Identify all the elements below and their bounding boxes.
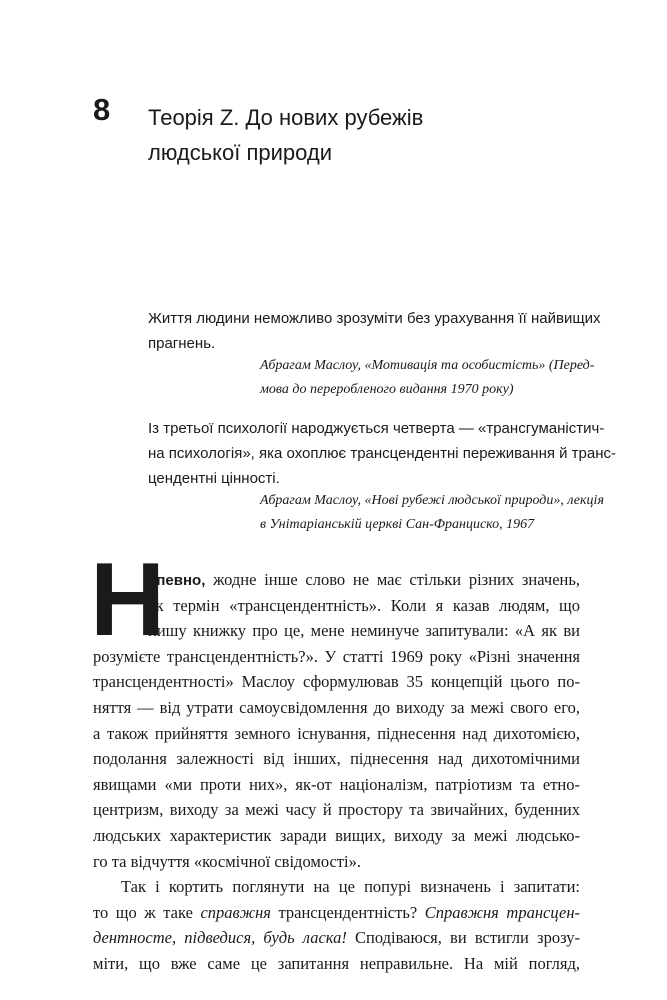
epigraph-line: Із третьої психології народжується четверта — «трансгуманістич- bbox=[148, 420, 605, 437]
drop-cap: Н bbox=[90, 542, 164, 658]
bold-lead-in: апевно, bbox=[148, 572, 206, 589]
text-segment: жодне інше слово не має стільки різних значень, bbox=[205, 570, 580, 589]
text-segment: трансцендентності» Маслоу сформулював 35 концепцій цього по- bbox=[93, 672, 580, 692]
italic-text: справжня bbox=[200, 902, 271, 922]
text-segment: міти, що вже саме це запитання неправильне. На мій погляд, bbox=[93, 954, 580, 973]
chapter-title-line: людської природи bbox=[148, 140, 333, 165]
body-line bbox=[93, 775, 580, 795]
text-segment: як термін «трансцендентність». Коли я казав людям, що bbox=[148, 595, 580, 615]
text-segment: трансцендентність? bbox=[270, 902, 425, 922]
epigraph-line: Життя людини неможливо зрозуміти без урахування її найвищих bbox=[148, 310, 601, 327]
text-segment: а також прийняття земного існування, піднесення над дихотомією, bbox=[93, 723, 580, 743]
body-line bbox=[93, 826, 580, 846]
text-segment: людських характеристик заради вищих, виходу за межі людсько- bbox=[93, 826, 580, 845]
body-line bbox=[93, 672, 580, 692]
text-segment: го та відчуття «космічної свідомості». bbox=[93, 851, 361, 871]
body-line bbox=[93, 954, 580, 974]
body-line bbox=[93, 852, 580, 872]
text-segment: няття — від утрати самоусвідомлення до виходу за межі свого его, bbox=[93, 698, 580, 717]
epigraph-line: цендентні цінності. bbox=[148, 470, 280, 487]
body-line bbox=[93, 724, 580, 744]
text-segment: явищами «ми проти них», як-от націоналізм, патріотизм та етно- bbox=[93, 774, 580, 794]
text-segment: розумієте трансцендентність?». У статті 1969 року «Різні значення bbox=[93, 646, 580, 666]
epigraph-citation: мова до переробленого видання 1970 року) bbox=[260, 382, 514, 397]
text-segment: Так і кортить поглянути на це попурі визначень і запитати: bbox=[121, 877, 580, 897]
body-line bbox=[93, 698, 580, 718]
body-line bbox=[93, 928, 580, 948]
text-segment: Сподіваюся, ви встигли зрозу- bbox=[346, 928, 580, 948]
italic-text: дентносте, підведися, будь ласка! bbox=[93, 928, 347, 948]
body-line bbox=[148, 596, 580, 616]
epigraph-citation: в Унітаріанській церкві Сан-Франциско, 1967 bbox=[260, 517, 535, 532]
text-segment: то що ж таке bbox=[93, 902, 201, 922]
body-line bbox=[148, 621, 580, 641]
text-segment: пишу книжку про це, мене неминуче запитували: «А як ви bbox=[148, 621, 580, 641]
italic-text: Справжня трансцен- bbox=[424, 902, 580, 922]
text-segment: подолання залежності від інших, піднесення над дихотомічними bbox=[93, 749, 580, 769]
chapter-title-line: Теорія Z. До нових рубежів bbox=[148, 105, 424, 130]
epigraph-line: на психологія», яка охоплює трансцендентні переживання й транс- bbox=[148, 445, 617, 462]
chapter-title bbox=[148, 100, 423, 170]
body-line bbox=[93, 903, 580, 923]
body-line bbox=[93, 647, 580, 667]
text-segment: центризм, виходу за межі часу й простору та звичайних, буденних bbox=[93, 800, 580, 820]
body-line bbox=[93, 800, 580, 820]
body-line bbox=[93, 749, 580, 769]
body-line bbox=[148, 570, 580, 590]
epigraph-citation: Абрагам Маслоу, «Нові рубежі людської природи», лекція bbox=[260, 493, 604, 508]
epigraph-line: прагнень. bbox=[148, 335, 216, 352]
epigraph-citation: Абрагам Маслоу, «Мотивація та особистість» (Перед- bbox=[260, 358, 595, 373]
chapter-number: 8 bbox=[93, 92, 111, 127]
body-line bbox=[93, 877, 580, 897]
